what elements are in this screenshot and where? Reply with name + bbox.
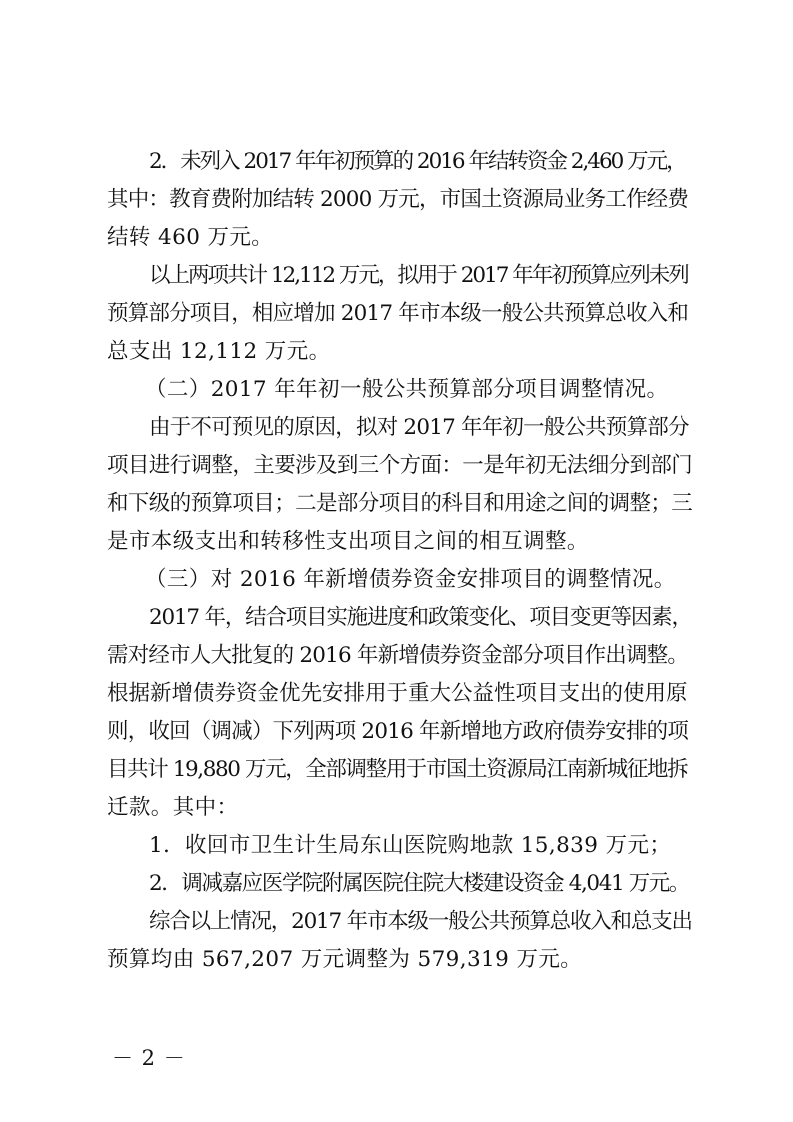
paragraph-line: 则，收回（调减）下列两项 2016 年新增地方政府债券安排的项: [107, 719, 689, 744]
paragraph-line: 是市本级支出和转移性支出项目之间的相互调整。: [107, 529, 589, 554]
paragraph-line: 预算均由 567,207 万元调整为 579,319 万元。: [107, 947, 583, 972]
section-heading: （二）2017 年年初一般公共预算部分项目调整情况。: [145, 377, 669, 402]
paragraph-line: 需对经市人大批复的 2016 年新增债券资金部分项目作出调整。: [107, 643, 689, 668]
paragraph-line: 其中：教育费附加结转 2000 万元，市国土资源局业务工作经费: [107, 187, 689, 212]
paragraph-line: 由于不可预见的原因，拟对 2017 年年初一般公共预算部分: [149, 415, 689, 440]
section-heading: （三）对 2016 年新增债券资金安排项目的调整情况。: [145, 567, 676, 592]
page-number: － 2 －: [112, 1046, 186, 1070]
paragraph-line: 目共计 19,880 万元，全部调整用于市国土资源局江南新城征地拆: [107, 757, 688, 782]
paragraph-line: 2．未列入 2017 年年初预算的 2016 年结转资金 2,460 万元，: [149, 149, 686, 174]
list-item: 1．收回市卫生计生局东山医院购地款 15,839 万元；: [149, 833, 672, 858]
paragraph-line: 结转 460 万元。: [107, 225, 274, 250]
paragraph-line: 综合以上情况，2017 年市本级一般公共预算总收入和总支出: [149, 909, 692, 934]
paragraph-line: 预算部分项目，相应增加 2017 年市本级一般公共预算总收入和: [107, 301, 689, 326]
list-item: 2．调减嘉应医学院附属医院住院大楼建设资金 4,041 万元。: [149, 871, 690, 896]
paragraph-line: 根据新增债券资金优先安排用于重大公益性项目支出的使用原: [107, 681, 688, 706]
paragraph-line: 2017 年，结合项目实施进度和政策变化、项目变更等因素，: [149, 605, 692, 630]
paragraph-line: 迁款。其中：: [107, 795, 239, 820]
paragraph-line: 和下级的预算项目；二是部分项目的科目和用途之间的调整；三: [107, 491, 693, 516]
paragraph-line: 总支出 12,112 万元。: [107, 339, 331, 364]
paragraph-line: 项目进行调整，主要涉及到三个方面：一是年初无法细分到部门: [107, 453, 693, 478]
paragraph-line: 以上两项共计 12,112 万元，拟用于 2017 年年初预算应列未列: [149, 263, 688, 288]
